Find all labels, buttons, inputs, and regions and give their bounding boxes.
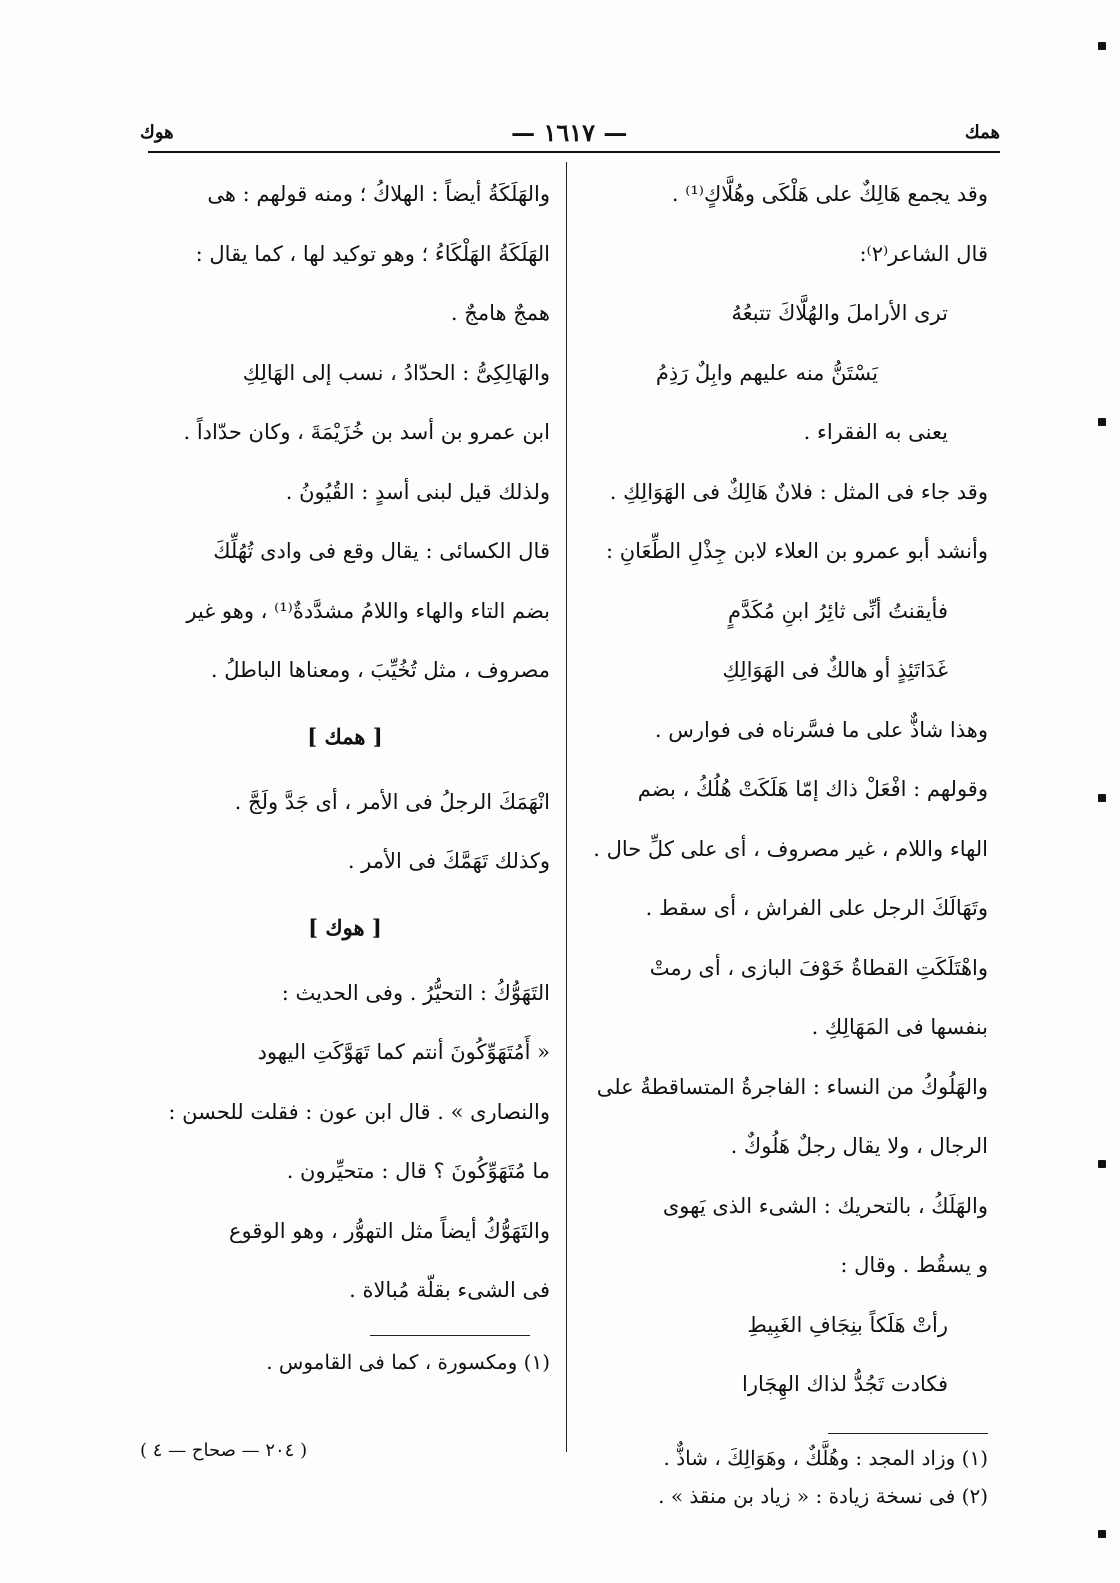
text-line: وهذا شاذٌّ على ما فسَّرناه فى فوارس . [654, 717, 988, 742]
text-line: واهْتَلَكَتِ القطاةُ خَوْفَ البازى ، أى رمتْ [649, 955, 988, 980]
text-line: وأنشد أبو عمرو بن العلاء لابن جِذْلِ الطِّعَانِ : [605, 539, 988, 563]
text-line: والتَهَوُّكُ أيضاً مثل التهوُّر ، وهو الوقوع [229, 1218, 550, 1243]
signature-line: ( ٢٠٤ — صحاح — ٤ ) [140, 1440, 308, 1461]
text-line: والهَالِكِىُّ : الحدّادُ ، نسب إلى الهَالِكِ [242, 360, 550, 385]
text-line: قال الشاعر⁽٢⁾: [859, 241, 988, 266]
left-column [140, 165, 550, 1381]
header-root-right: همك [964, 121, 1000, 143]
verse-line: فكادت تَجُدُّ لذاك الهِجَارا [741, 1372, 948, 1396]
text-line: بضم التاء والهاء واللامُ مشدَّدةٌ⁽¹⁾ ، وهو غير [186, 598, 550, 623]
text-line: الهاء واللام ، غير مصروف ، أى على كلِّ حال . [593, 836, 988, 861]
text-line: والنصارى » . قال ابن عون : فقلت للحسن : [168, 1099, 550, 1124]
text-line: ولذلك قيل لبنى أسدٍ : القُيُونُ . [285, 479, 550, 504]
text-line: فى الشىء بقلّة مُبالاة . [349, 1278, 550, 1302]
text-line: مصروف ، مثل تُخُيِّبَ ، ومعناها الباطلُ . [210, 658, 550, 682]
footnote: (١) ومكسورة ، كما فى القاموس . [266, 1349, 550, 1374]
footnote: (٢) فى نسخة زيادة : « زياد بن منقذ » . [658, 1483, 988, 1508]
header-root-left: هوك [140, 121, 174, 143]
footnote-rule [828, 1433, 988, 1435]
footnote-rule [370, 1335, 530, 1337]
entry-heading-hamak: [ همك ] [307, 723, 383, 749]
text-line: وكذلك تَهَمَّكَ فى الأمر . [347, 849, 550, 873]
text-line: بنفسها فى المَهَالِكِ . [811, 1015, 988, 1039]
text-line: همجٌ هامجٌ . [450, 301, 550, 325]
text-line: والهَلَكُ ، بالتحريك : الشىء الذى يَهوى [662, 1193, 988, 1218]
text-line: يعنى به الفقراء . [803, 420, 948, 444]
text-line: والهَلُوكُ من النساء : الفاجرةُ المتساقطةُ على [596, 1074, 988, 1099]
margin-mark [1098, 794, 1106, 802]
text-line: وتَهَالَكَ الرجل على الفراش ، أى سقط . [645, 896, 988, 920]
text-line: انْهَمَكَ الرجلُ فى الأمر ، أى جَدَّ ولَجَّ . [234, 789, 550, 814]
verse-line: رأتْ هَلَكاً بنِجَافِ الغَبِيطِ [747, 1312, 948, 1337]
text-line: والهَلَكَةُ أيضاً : الهلاكُ ؛ ومنه قولهم : هى [207, 182, 550, 206]
page-number: — ١٦١٧ — [511, 117, 628, 147]
text-line: « أَمُتَهَوِّكُونَ أنتم كما تَهَوَّكَتِ اليهود [257, 1040, 550, 1064]
right-column [588, 165, 988, 1515]
entry-heading-hawk: [ هوك ] [308, 914, 382, 940]
margin-mark [1098, 418, 1106, 426]
text-line: ما مُتَهَوِّكُونَ ؟ قال : متحيِّرون . [286, 1159, 550, 1183]
page-header [140, 112, 1000, 152]
text-line: وقد جاء فى المثل : فلانٌ هَالِكٌ فى الهَوَالِكِ . [609, 479, 988, 504]
text-line: وقولهم : افْعَلْ ذاك إمّا هَلَكَتْ هُلُكُ ، بضم [637, 777, 988, 801]
text-line: الرجال ، ولا يقال رجلٌ هَلُوكٌ . [730, 1134, 988, 1158]
margin-mark [1098, 1530, 1106, 1538]
text-line: قال الكسائى : يقال وقع فى وادى تُهُلِّكَ [213, 539, 550, 563]
text-line: ابن عمرو بن أسد بن خُزَيْمَةَ ، وكان حدّاداً . [183, 420, 550, 444]
footnote: (١) وزاد المجد : وهُلَّكٌ ، وهَوَالِكَ ، شاذٌّ . [663, 1445, 988, 1470]
header-rule [148, 151, 1000, 153]
margin-mark [1098, 1160, 1106, 1168]
verse-line: يَسْتَنُّ منه عليهم وابِلٌ رَذِمُ [655, 360, 878, 385]
verse-line: غَدَاتَئِذٍ أو هالكٌ فى الهَوَالِكِ [722, 658, 948, 682]
margin-mark [1098, 42, 1106, 50]
text-line: وقد يجمع هَالِكٌ على هَلْكَى وهُلَّاكٍ⁽¹⁾ . [671, 182, 988, 206]
verse-line: فأيقنتُ أنِّى ثائِرُ ابنِ مُكَدَّمٍ [728, 598, 948, 623]
verse-line: ترى الأراملَ والهُلَّاكَ تتبعُهُ [731, 301, 948, 325]
column-divider [566, 162, 567, 1452]
text-line: الهَلَكَةُ الهَلْكَاءُ ؛ وهو توكيد لها ، كما يقال : [195, 241, 550, 266]
text-line: التَهَوُّكُ : التحيُّرُ . وفى الحديث : [281, 980, 550, 1005]
text-line: و يسقُط . وقال : [840, 1253, 988, 1277]
